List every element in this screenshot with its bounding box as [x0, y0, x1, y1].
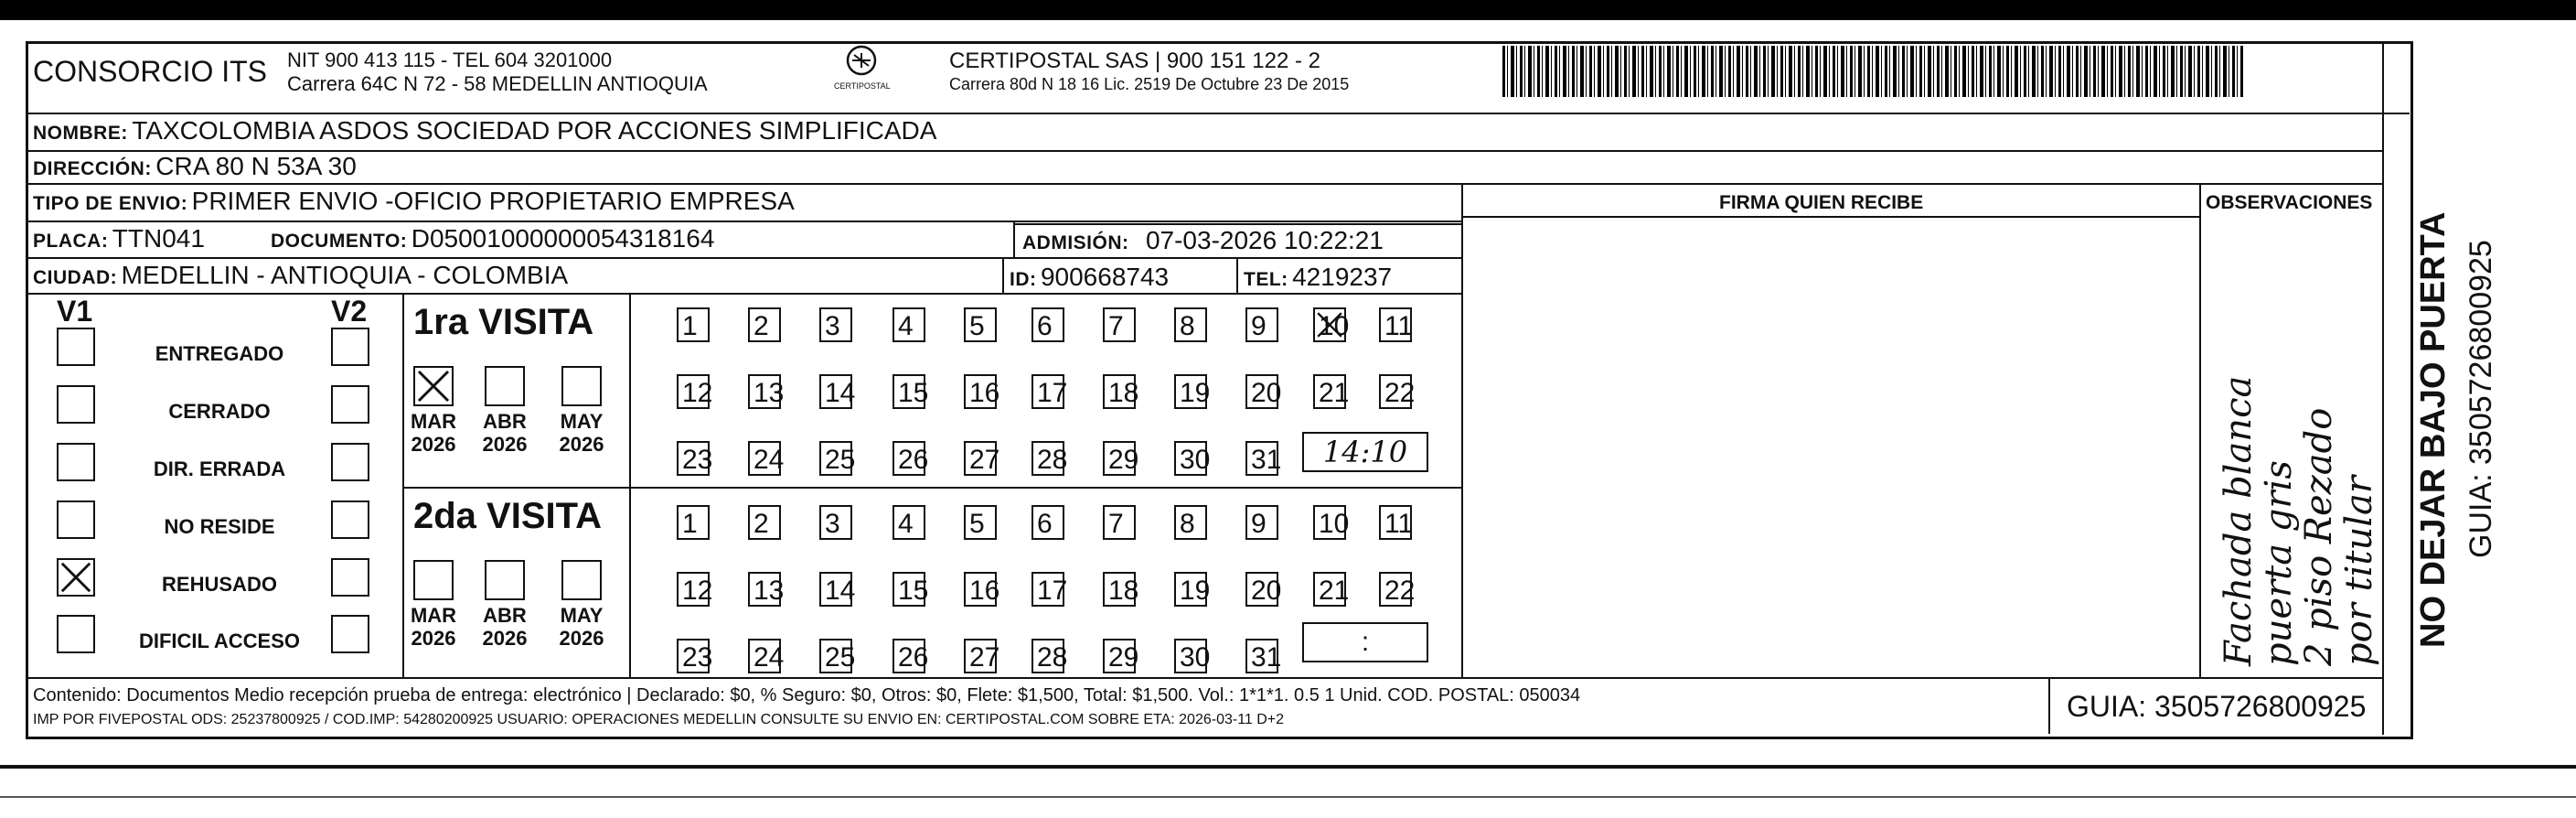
- day-number: 10: [1319, 311, 1350, 341]
- day-number: 23: [682, 642, 713, 673]
- month-label: [472, 410, 538, 457]
- day-number: 12: [682, 378, 713, 408]
- day-number: 16: [969, 378, 1000, 408]
- day-box-1[interactable]: [677, 307, 710, 342]
- v2-checkbox[interactable]: [331, 328, 369, 366]
- day-number: 11: [1384, 509, 1414, 539]
- day-box-29[interactable]: [1103, 441, 1139, 476]
- day-box-26[interactable]: [893, 441, 929, 476]
- day-box-22[interactable]: [1379, 374, 1416, 409]
- v1-checkbox[interactable]: [57, 443, 95, 481]
- documento-row: [271, 224, 714, 253]
- sender-company: CONSORCIO ITS: [33, 55, 268, 88]
- month-name: MAR: [410, 604, 457, 627]
- day-number: 25: [825, 642, 856, 673]
- day-box-9[interactable]: [1245, 505, 1278, 540]
- nombre-value: TAXCOLOMBIA ASDOS SOCIEDAD POR ACCIONES SIMPLIFICADA: [132, 116, 937, 145]
- day-box-7[interactable]: [1103, 505, 1136, 540]
- day-number: 20: [1251, 576, 1282, 606]
- v1-checkbox[interactable]: [57, 328, 95, 366]
- first-visit-title: 1ra VISITA: [413, 302, 594, 342]
- day-box-5[interactable]: [964, 307, 997, 342]
- day-number: 10: [1319, 509, 1350, 539]
- day-number: 16: [969, 576, 1000, 606]
- day-box-10[interactable]: [1313, 307, 1350, 342]
- day-box-6[interactable]: [1031, 505, 1064, 540]
- ciudad-value: MEDELLIN - ANTIOQUIA - COLOMBIA: [121, 261, 569, 289]
- month-label: [401, 604, 466, 651]
- v1-checkbox[interactable]: [57, 558, 95, 597]
- day-number: 29: [1108, 445, 1139, 475]
- day-box-11[interactable]: [1379, 505, 1412, 540]
- v2-header: V2: [331, 295, 368, 328]
- day-box-22[interactable]: [1379, 572, 1416, 607]
- signature-area[interactable]: [1465, 218, 2198, 675]
- day-box-15[interactable]: [893, 374, 929, 409]
- day-box-30[interactable]: [1174, 639, 1211, 673]
- day-number: 21: [1319, 576, 1350, 606]
- day-number: 18: [1108, 576, 1139, 606]
- month-label: [401, 410, 466, 457]
- day-number: 24: [754, 642, 785, 673]
- day-number: 5: [969, 509, 985, 539]
- status-option-label: REHUSADO: [162, 573, 277, 596]
- day-number: 26: [898, 642, 929, 673]
- day-box-25[interactable]: [819, 639, 856, 673]
- day-number: 24: [754, 445, 785, 475]
- day-box-20[interactable]: [1245, 572, 1282, 607]
- day-number: 7: [1108, 311, 1124, 341]
- v2-checkbox[interactable]: [331, 558, 369, 597]
- documento-label: DOCUMENTO:: [271, 231, 408, 252]
- day-number: 6: [1037, 311, 1053, 341]
- observacion-line: por titular: [2338, 476, 2380, 666]
- day-number: 15: [898, 576, 929, 606]
- day-number: 28: [1037, 445, 1068, 475]
- top-black-band: [0, 0, 2576, 20]
- day-number: 25: [825, 445, 856, 475]
- month-checkbox[interactable]: [413, 366, 454, 406]
- sender-nit: NIT 900 413 115 - TEL 604 3201000: [287, 48, 613, 71]
- day-box-24[interactable]: [748, 441, 785, 476]
- tel-row: [1244, 263, 1392, 292]
- day-number: 30: [1180, 642, 1211, 673]
- day-box-14[interactable]: [819, 572, 856, 607]
- v2-checkbox[interactable]: [331, 385, 369, 424]
- day-box-15[interactable]: [893, 572, 929, 607]
- footer-guia: GUIA: 3505726800925: [2067, 690, 2367, 723]
- month-name: ABR: [483, 410, 527, 433]
- day-number: 31: [1251, 642, 1282, 673]
- day-number: 8: [1180, 311, 1195, 341]
- day-number: 22: [1384, 576, 1416, 606]
- day-box-2[interactable]: [748, 307, 781, 342]
- day-box-7[interactable]: [1103, 307, 1136, 342]
- v1-checkbox[interactable]: [57, 500, 95, 539]
- day-box-2[interactable]: [748, 505, 781, 540]
- day-box-13[interactable]: [748, 572, 785, 607]
- day-number: 17: [1037, 378, 1068, 408]
- day-number: 1: [682, 509, 698, 539]
- day-number: 14: [825, 378, 856, 408]
- firma-header: FIRMA QUIEN RECIBE: [1719, 192, 1924, 213]
- second-visit-title: 2da VISITA: [413, 496, 602, 536]
- day-box-10[interactable]: [1313, 505, 1350, 540]
- day-number: 6: [1037, 509, 1053, 539]
- observacion-line: 2 piso Rezado: [2298, 407, 2340, 666]
- logo-text: CERTIPOSTAL: [834, 81, 891, 91]
- day-number: 3: [825, 311, 840, 341]
- ciudad-label: CIUDAD:: [33, 267, 118, 288]
- day-number: 23: [682, 445, 713, 475]
- month-label: [549, 410, 615, 457]
- day-box-8[interactable]: [1174, 307, 1207, 342]
- day-number: 13: [754, 378, 785, 408]
- day-number: 19: [1180, 576, 1211, 606]
- day-number: 19: [1180, 378, 1211, 408]
- placa-row: [33, 224, 205, 253]
- month-label: [549, 604, 615, 651]
- day-box-28[interactable]: [1031, 441, 1068, 476]
- day-number: 7: [1108, 509, 1124, 539]
- v2-checkbox[interactable]: [331, 500, 369, 539]
- day-number: 31: [1251, 445, 1282, 475]
- day-number: 11: [1384, 311, 1414, 341]
- status-option-label: NO RESIDE: [164, 515, 275, 538]
- v2-checkbox[interactable]: [331, 443, 369, 481]
- footer-content-line: Contenido: Documentos Medio recepción prueba de entrega: electrónico | Declarado: $0, % Seguro: $0, Otros: $0, Flete: $1,500, Total: $1,500. Vol.: 1*1*1. 0.5 1 Unid. COD. POSTAL: 050034: [33, 685, 1581, 705]
- day-number: 9: [1251, 311, 1267, 341]
- day-box-28[interactable]: [1031, 639, 1068, 673]
- day-number: 2: [754, 509, 769, 539]
- month-year: 2026: [482, 433, 528, 457]
- placa-value: TTN041: [112, 224, 205, 253]
- bottom-rule: [0, 765, 2576, 769]
- day-box-23[interactable]: [677, 441, 713, 476]
- day-box-18[interactable]: [1103, 572, 1139, 607]
- documento-value: D05001000000054318164: [411, 224, 715, 253]
- day-box-31[interactable]: [1245, 639, 1282, 673]
- day-box-18[interactable]: [1103, 374, 1139, 409]
- month-year: 2026: [411, 627, 456, 651]
- tipo-row: [33, 187, 795, 216]
- day-box-14[interactable]: [819, 374, 856, 409]
- day-number: 4: [898, 509, 914, 539]
- nombre-label: NOMBRE:: [33, 123, 128, 144]
- day-number: 9: [1251, 509, 1267, 539]
- observaciones-header: OBSERVACIONES: [2206, 192, 2373, 213]
- day-box-20[interactable]: [1245, 374, 1282, 409]
- day-box-16[interactable]: [964, 374, 1000, 409]
- v2-checkbox[interactable]: [331, 615, 369, 653]
- day-box-25[interactable]: [819, 441, 856, 476]
- day-box-19[interactable]: [1174, 572, 1211, 607]
- day-number: 30: [1180, 445, 1211, 475]
- month-checkbox[interactable]: [485, 560, 525, 600]
- month-label: [472, 604, 538, 651]
- first-visit-time[interactable]: 14:10: [1302, 432, 1428, 472]
- day-number: 12: [682, 576, 713, 606]
- direccion-label: DIRECCIÓN:: [33, 158, 152, 179]
- day-number: 27: [969, 642, 1000, 673]
- status-option-label: ENTREGADO: [155, 342, 284, 365]
- day-number: 29: [1108, 642, 1139, 673]
- month-name: MAR: [410, 410, 457, 433]
- day-number: 27: [969, 445, 1000, 475]
- day-box-27[interactable]: [964, 639, 1000, 673]
- month-checkbox[interactable]: [485, 366, 525, 406]
- observacion-line: puerta gris: [2258, 460, 2300, 666]
- day-number: 3: [825, 509, 840, 539]
- day-number: 18: [1108, 378, 1139, 408]
- month-name: MAY: [560, 410, 604, 433]
- day-box-3[interactable]: [819, 505, 852, 540]
- day-box-5[interactable]: [964, 505, 997, 540]
- day-box-8[interactable]: [1174, 505, 1207, 540]
- day-number: 26: [898, 445, 929, 475]
- day-box-24[interactable]: [748, 639, 785, 673]
- day-number: 13: [754, 576, 785, 606]
- day-box-23[interactable]: [677, 639, 713, 673]
- footer-imp-line: IMP POR FIVEPOSTAL ODS: 25237800925 / COD.IMP: 54280200925 USUARIO: OPERACIONES MEDELLIN CONSULTE SU ENVIO EN: CERTIPOSTAL.COM SOBRE ETA: 2026-03-11 D+2: [33, 712, 1285, 727]
- tipo-label: TIPO DE ENVIO:: [33, 193, 188, 214]
- day-box-6[interactable]: [1031, 307, 1064, 342]
- status-option-label: DIR. ERRADA: [153, 457, 286, 480]
- day-box-12[interactable]: [677, 374, 713, 409]
- tel-value: 4219237: [1292, 263, 1393, 291]
- day-number: 1: [682, 311, 698, 341]
- month-checkbox[interactable]: [561, 560, 602, 600]
- day-box-4[interactable]: [893, 307, 925, 342]
- day-box-30[interactable]: [1174, 441, 1211, 476]
- day-box-4[interactable]: [893, 505, 925, 540]
- status-option-label: DIFICIL ACCESO: [138, 630, 300, 652]
- day-box-17[interactable]: [1031, 572, 1068, 607]
- carrier-address: Carrera 80d N 18 16 Lic. 2519 De Octubre 23 De 2015: [949, 75, 1350, 93]
- ciudad-row: [33, 261, 568, 290]
- direccion-value: CRA 80 N 53A 30: [155, 152, 357, 180]
- day-box-21[interactable]: [1313, 374, 1350, 409]
- day-number: 15: [898, 378, 929, 408]
- day-number: 8: [1180, 509, 1195, 539]
- tel-label: TEL:: [1244, 269, 1288, 290]
- v1-checkbox[interactable]: [57, 385, 95, 424]
- admision-row: [1022, 226, 1384, 255]
- day-box-31[interactable]: [1245, 441, 1282, 476]
- id-label: ID:: [1010, 269, 1037, 290]
- day-box-19[interactable]: [1174, 374, 1211, 409]
- day-check-mark: [1315, 309, 1344, 340]
- month-name: MAY: [560, 604, 604, 627]
- v1-header: V1: [57, 295, 93, 328]
- day-number: 21: [1319, 378, 1350, 408]
- bottom-rule-thin: [0, 796, 2576, 798]
- sender-address: Carrera 64C N 72 - 58 MEDELLIN ANTIOQUIA: [287, 72, 708, 95]
- day-number: 5: [969, 311, 985, 341]
- id-value: 900668743: [1040, 263, 1170, 291]
- day-box-29[interactable]: [1103, 639, 1139, 673]
- month-year: 2026: [411, 433, 456, 457]
- day-number: 4: [898, 311, 914, 341]
- day-number: 17: [1037, 576, 1068, 606]
- day-box-1[interactable]: [677, 505, 710, 540]
- observacion-line: Fachada blanca: [2218, 375, 2260, 666]
- status-option-label: CERRADO: [168, 400, 271, 423]
- month-year: 2026: [482, 627, 528, 651]
- month-year: 2026: [559, 627, 604, 651]
- month-checkbox[interactable]: [561, 366, 602, 406]
- nombre-row: [33, 116, 936, 145]
- second-visit-time[interactable]: :: [1302, 622, 1428, 662]
- placa-label: PLACA:: [33, 231, 109, 252]
- day-number: 14: [825, 576, 856, 606]
- day-number: 28: [1037, 642, 1068, 673]
- v1-checkbox[interactable]: [57, 615, 95, 653]
- day-box-12[interactable]: [677, 572, 713, 607]
- month-name: ABR: [483, 604, 527, 627]
- day-box-27[interactable]: [964, 441, 1000, 476]
- id-row: [1010, 263, 1169, 292]
- day-number: 20: [1251, 378, 1282, 408]
- carrier-name: CERTIPOSTAL SAS | 900 151 122 - 2: [949, 48, 1320, 73]
- day-box-9[interactable]: [1245, 307, 1278, 342]
- month-checkbox[interactable]: [413, 560, 454, 600]
- side-no-dejar: NO DEJAR BAJO PUERTA: [2414, 211, 2453, 648]
- day-box-11[interactable]: [1379, 307, 1412, 342]
- day-box-16[interactable]: [964, 572, 1000, 607]
- day-box-3[interactable]: [819, 307, 852, 342]
- day-box-21[interactable]: [1313, 572, 1350, 607]
- admision-value: 07-03-2026 10:22:21: [1145, 226, 1384, 254]
- month-year: 2026: [559, 433, 604, 457]
- day-box-17[interactable]: [1031, 374, 1068, 409]
- direccion-row: [33, 152, 357, 181]
- admision-label: ADMISIÓN:: [1022, 232, 1129, 253]
- day-box-13[interactable]: [748, 374, 785, 409]
- day-number: 22: [1384, 378, 1416, 408]
- side-guia: GUIA: 3505726800925: [2464, 240, 2498, 558]
- observaciones-area: [2202, 218, 2381, 675]
- tipo-value: PRIMER ENVIO -OFICIO PROPIETARIO EMPRESA: [191, 187, 795, 215]
- day-number: 2: [754, 311, 769, 341]
- day-box-26[interactable]: [893, 639, 929, 673]
